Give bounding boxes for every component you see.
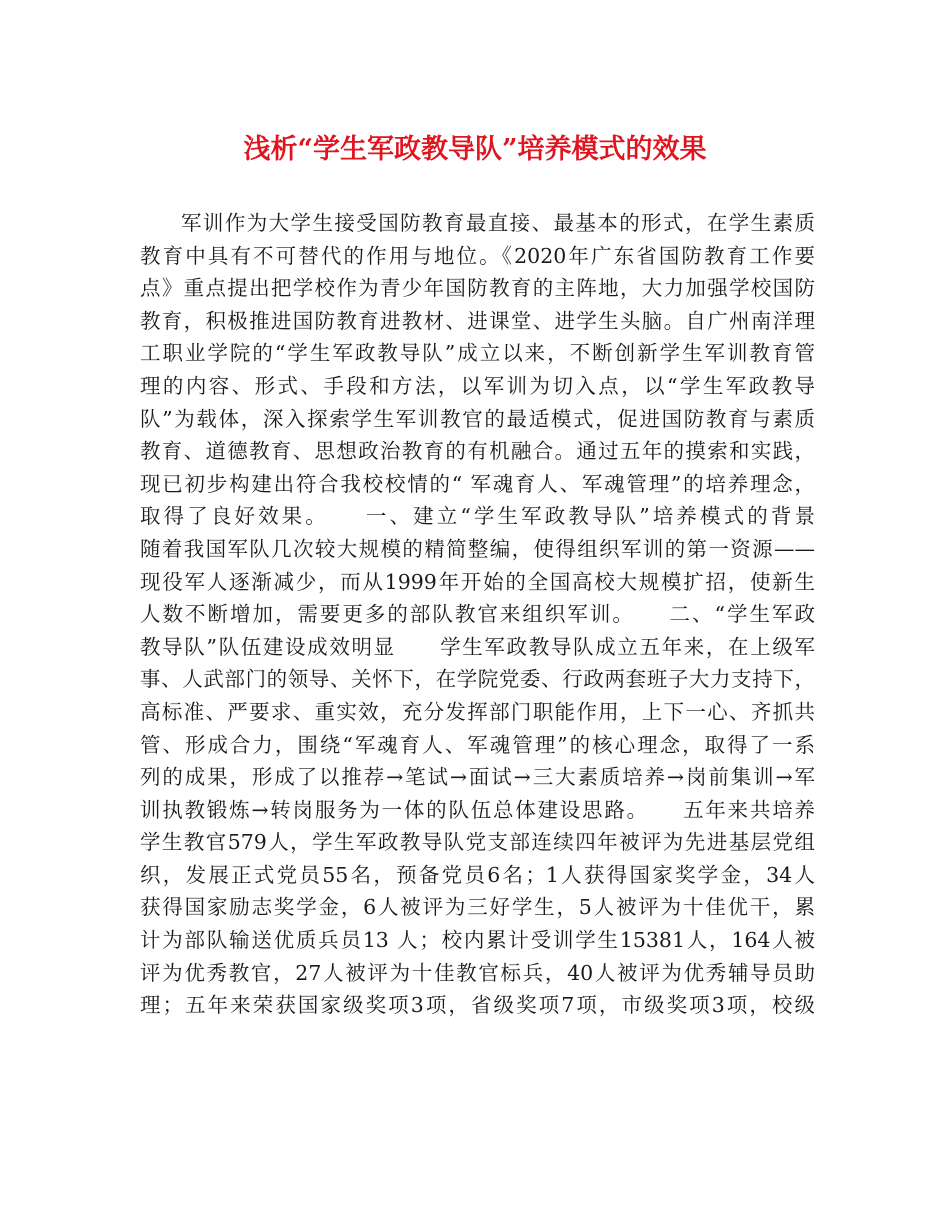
body-line: 队”为载体，深入探索学生军训教官的最适模式，促进国防教育与素质 (140, 406, 815, 431)
body-line: 理；五年来荣获国家级奖项3项，省级奖项7项，市级奖项3项，校级 (140, 993, 815, 1018)
document-body (140, 207, 815, 1022)
body-line: 取得了良好效果。 一、建立“学生军政教导队”培养模式的背景 (140, 504, 815, 529)
body-line: 织，发展正式党员55名，预备党员6名；1人获得国家奖学金，34人 (140, 862, 815, 887)
body-line: 随着我国军队几次较大规模的精简整编，使得组织军训的第一资源—— (140, 536, 815, 561)
body-line: 现役军人逐渐减少，而从1999年开始的全国高校大规模扩招，使新生 (140, 569, 815, 594)
body-line: 点》重点提出把学校作为青少年国防教育的主阵地，大力加强学校国防 (140, 276, 815, 301)
body-line: 教育，积极推进国防教育进教材、进课堂、进学生头脑。自广州南洋理 (140, 308, 815, 333)
body-line: 工职业学院的“学生军政教导队”成立以来，不断创新学生军训教育管 (140, 341, 815, 366)
body-line: 人数不断增加，需要更多的部队教官来组织军训。 二、“学生军政 (140, 602, 815, 627)
body-line: 训执教锻炼→转岗服务为一体的队伍总体建设思路。 五年来共培养 (140, 797, 815, 822)
body-line: 计为部队输送优质兵员13 人；校内累计受训学生15381人，164人被 (140, 928, 815, 953)
body-line: 教育中具有不可替代的作用与地位。《2020年广东省国防教育工作要 (140, 243, 815, 268)
body-line: 评为优秀教官，27人被评为十佳教官标兵，40人被评为优秀辅导员助 (140, 960, 815, 985)
body-line: 军训作为大学生接受国防教育最直接、最基本的形式，在学生素质 (181, 211, 815, 235)
body-line: 获得国家励志奖学金，6人被评为三好学生，5人被评为十佳优干，累 (140, 895, 815, 920)
body-line: 教导队”队伍建设成效明显 学生军政教导队成立五年来，在上级军 (140, 634, 815, 659)
body-line: 现已初步构建出符合我校校情的“ 军魂育人、军魂管理”的培养理念， (140, 471, 815, 496)
body-line: 管、形成合力，围绕“军魂育人、军魂管理”的核心理念，取得了一系 (140, 732, 815, 757)
body-line: 高标准、严要求、重实效，充分发挥部门职能作用，上下一心、齐抓共 (140, 699, 815, 724)
body-line: 教育、道德教育、思想政治教育的有机融合。通过五年的摸索和实践， (140, 439, 815, 464)
body-line: 列的成果，形成了以推荐→笔试→面试→三大素质培养→岗前集训→军 (140, 765, 815, 790)
body-line: 理的内容、形式、手段和方法，以军训为切入点，以“学生军政教导 (140, 373, 815, 398)
body-line: 事、人武部门的领导、关怀下，在学院党委、行政两套班子大力支持下， (140, 667, 815, 692)
document-title: 浅析“学生军政教导队”培养模式的效果 (243, 134, 707, 165)
body-line: 学生教官579人，学生军政教导队党支部连续四年被评为先进基层党组 (140, 830, 815, 855)
